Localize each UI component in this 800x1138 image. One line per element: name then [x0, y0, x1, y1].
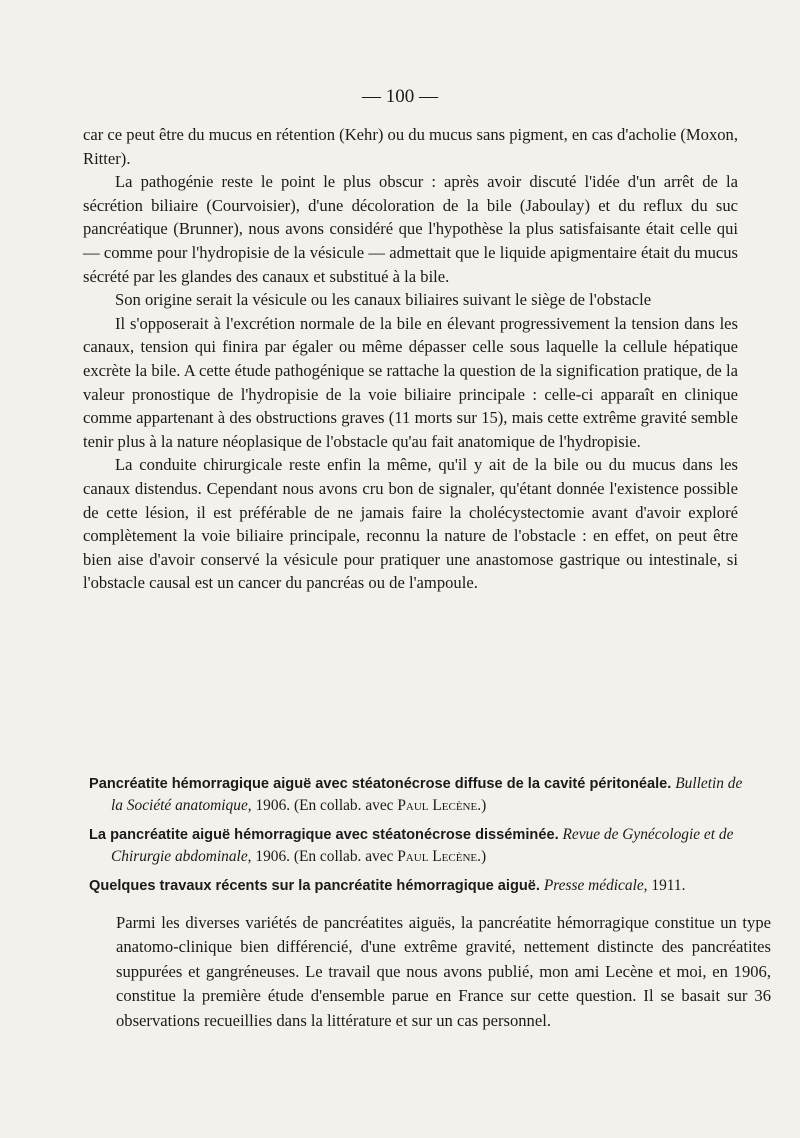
main-text	[83, 123, 738, 595]
reference-source: Revue de Gynécologie et de Chirurgie abdominale	[111, 826, 734, 865]
reference-source: Bulletin de la Société anatomique	[111, 775, 743, 814]
page-number: — 100 —	[362, 86, 438, 107]
reference-title: Quelques travaux récents sur la pancréatite hémorragique aiguë.	[89, 878, 540, 894]
paragraph: La pathogénie reste le point le plus obscur : après avoir discuté l'idée d'un arrêt de la sécrétion biliaire (Courvoisier), d'une décoloration de la bile (Jaboulay) et du reflux du suc pancréatique (Brunner), nous avons considéré que l'hypothèse la plus satisfaisante était celle qui — comme pour l'hydropisie de la vésicule — admettait que le liquide apigmentaire était du mucus sécrété par les glandes des canaux et substitué à la bile.	[83, 172, 738, 286]
reference-details: , 1906. (En collab. avec	[247, 848, 398, 865]
reference-entry	[89, 773, 754, 817]
paragraph: Son origine serait la vésicule ou les canaux biliaires suivant le siège de l'obstacle	[115, 290, 652, 310]
reference-end: .)	[477, 797, 487, 814]
reference-collaborator: Paul Lecène	[397, 797, 478, 814]
reference-entry	[89, 875, 754, 897]
paragraph: La conduite chirurgicale reste enfin la même, qu'il y ait de la bile ou du mucus dans les canaux distendus. Cependant nous avons cru bon de signaler, qu'étant donnée l'existence possible de cette lésion, il est préférable de ne jamais faire la cholécystectomie avant d'avoir exploré complètement la voie biliaire principale, reconnu la nature de l'obstacle : en effet, on peut être bien aise d'avoir conservé la vésicule pour pratiquer une anastomose gastrique ou intestinale, si l'obstacle causal est un cancer du pancréas ou de l'ampoule.	[83, 455, 738, 593]
paragraph: car ce peut être du mucus en rétention (Kehr) ou du mucus sans pigment, en cas d'acholie (Moxon, Ritter).	[83, 125, 739, 168]
reference-entry	[89, 824, 754, 868]
closing-text	[116, 911, 771, 1033]
reference-title: La pancréatite aiguë hémorragique avec stéatonécrose disséminée.	[89, 827, 559, 843]
reference-collaborator: Paul Lecène	[397, 848, 478, 865]
reference-source: Presse médicale	[543, 877, 644, 894]
reference-details: , 1906. (En collab. avec	[247, 797, 398, 814]
paragraph: Parmi les diverses variétés de pancréatites aiguës, la pancréatite hémorragique constitue un type anatomo-clinique bien différencié, d'une extrême gravité, nettement distincte des pancréatites suppurées et gangréneuses. Le travail que nous avons publié, mon ami Lecène et moi, en 1906, constitue la première étude d'ensemble parue en France sur cette question. Il se basait sur 36 observations recueillies dans la littérature et sur un cas personnel.	[116, 913, 771, 1030]
reference-details: , 1911.	[643, 877, 686, 894]
reference-title: Pancréatite hémorragique aiguë avec stéatonécrose diffuse de la cavité péritonéale.	[89, 776, 672, 792]
paragraph: Il s'opposerait à l'excrétion normale de la bile en élevant progressivement la tension dans les canaux, tension qui finira par égaler ou même dépasser celle sous laquelle la cellule hépatique excrète la bile. A cette étude pathogénique se rattache la question de la signification pratique, de la valeur pronostique de l'hydropisie de la voie biliaire principale : celle-ci apparaît en clinique comme appartenant à des obstructions graves (11 morts sur 15), mais cette extrême gravité semble tenir plus à la nature néoplasique de l'obstacle qu'au fait anatomique de l'hydropisie.	[83, 313, 738, 451]
reference-end: .)	[477, 848, 487, 865]
bibliography	[89, 773, 754, 904]
